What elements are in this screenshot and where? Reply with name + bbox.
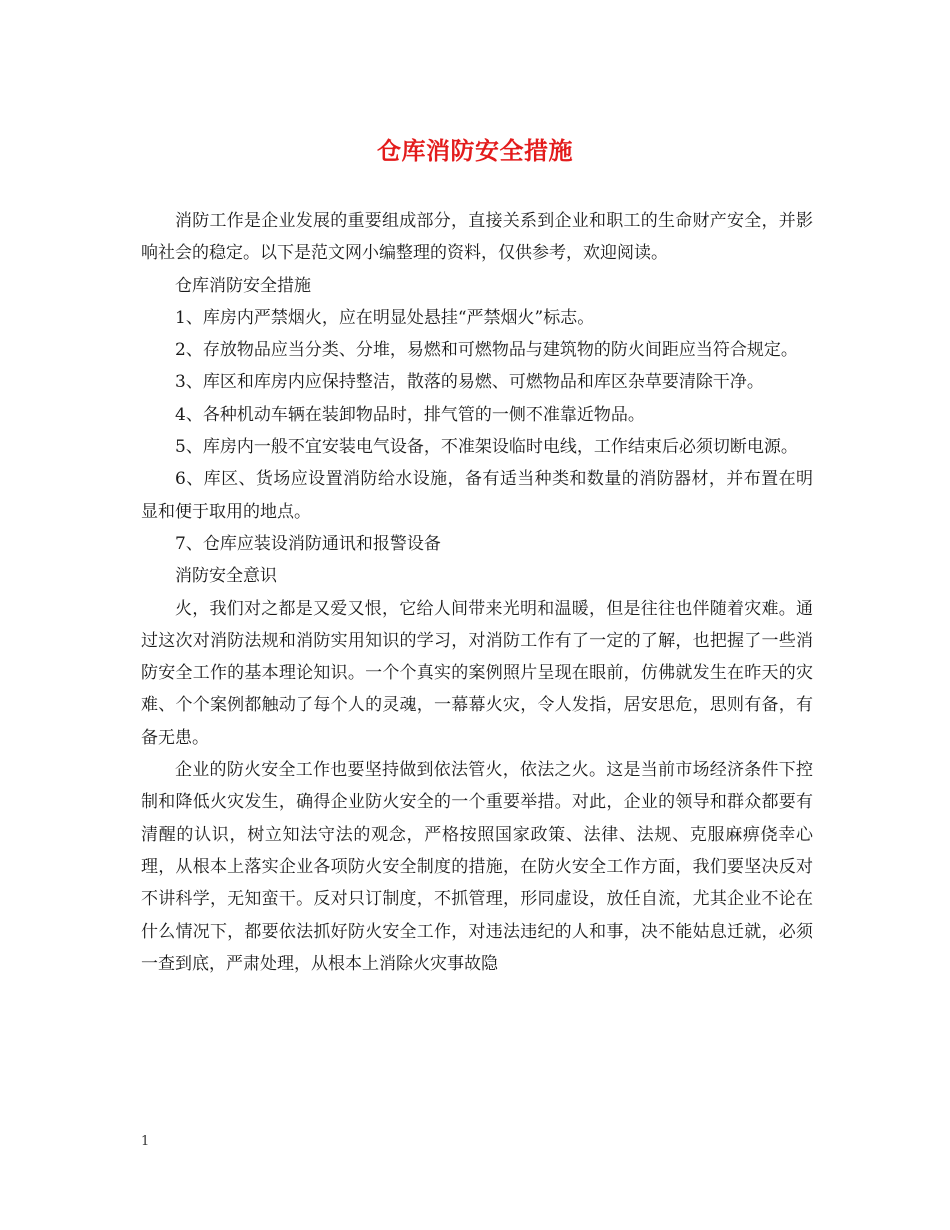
section-heading-awareness: 消防安全意识 [175,566,277,587]
page-number: 1 [141,1134,150,1149]
measure-item-2: 2、存放物品应当分类、分堆，易燃和可燃物品与建筑物的防火间距应当符合规定。 [175,340,798,361]
measure-item-3: 3、库区和库房内应保持整洁，散落的易燃、可燃物品和库区杂草要清除干净。 [175,372,764,393]
measure-item-7: 7、仓库应装设消防通讯和报警设备 [175,533,441,554]
document-title: 仓库消防安全措施 [377,136,573,165]
document-body [141,205,813,980]
paragraph-enterprise-safety: 企业的防火安全工作也要坚持做到依法管火，依法之火。这是当前市场经济条件下控制和降低火灾发生，确得企业防火安全的一个重要举措。对此，企业的领导和群众都要有清醒的认识，树立知法守法的观念，严格按照国家政策、法律、法规、克服麻痹侥幸心理，从根本上落实企业各项防火安全制度的措施，在防火安全工作方面，我们要坚决反对不讲科学，无知蛮干。反对只订制度，不抓管理，形同虚设，放任自流，尤其企业不论在什么情况下，都要依法抓好防火安全工作，对违法违纪的人和事，决不能姑息迁就，必须一查到底，严肃处理，从根本上消除火灾事故隐 [141,760,813,974]
paragraph-fire-reflection: 火，我们对之都是又爱又恨，它给人间带来光明和温暖，但是往往也伴随着灾难。通过这次对消防法规和消防实用知识的学习，对消防工作有了一定的了解，也把握了一些消防安全工作的基本理论知识。一个个真实的案例照片呈现在眼前，仿佛就发生在昨天的灾难、个个案例都触动了每个人的灵魂，一幕幕火灾，令人发指，居安思危，思则有备，有备无患。 [141,598,813,748]
measure-item-4: 4、各种机动车辆在装卸物品时，排气管的一侧不准靠近物品。 [175,404,645,425]
measure-item-6: 6、库区、货场应设置消防给水设施，备有适当种类和数量的消防器材，并布置在明显和便于取用的地点。 [141,469,813,522]
measure-item-1: 1、库房内严禁烟火，应在明显处悬挂“严禁烟火”标志。 [175,307,595,328]
measure-item-5: 5、库房内一般不宜安装电气设备，不准架设临时电线，工作结束后必须切断电源。 [175,437,798,458]
section-heading-measures: 仓库消防安全措施 [175,275,311,296]
paragraph-intro: 消防工作是企业发展的重要组成部分，直接关系到企业和职工的生命财产安全，并影响社会的稳定。以下是范文网小编整理的资料，仅供参考，欢迎阅读。 [141,211,813,264]
